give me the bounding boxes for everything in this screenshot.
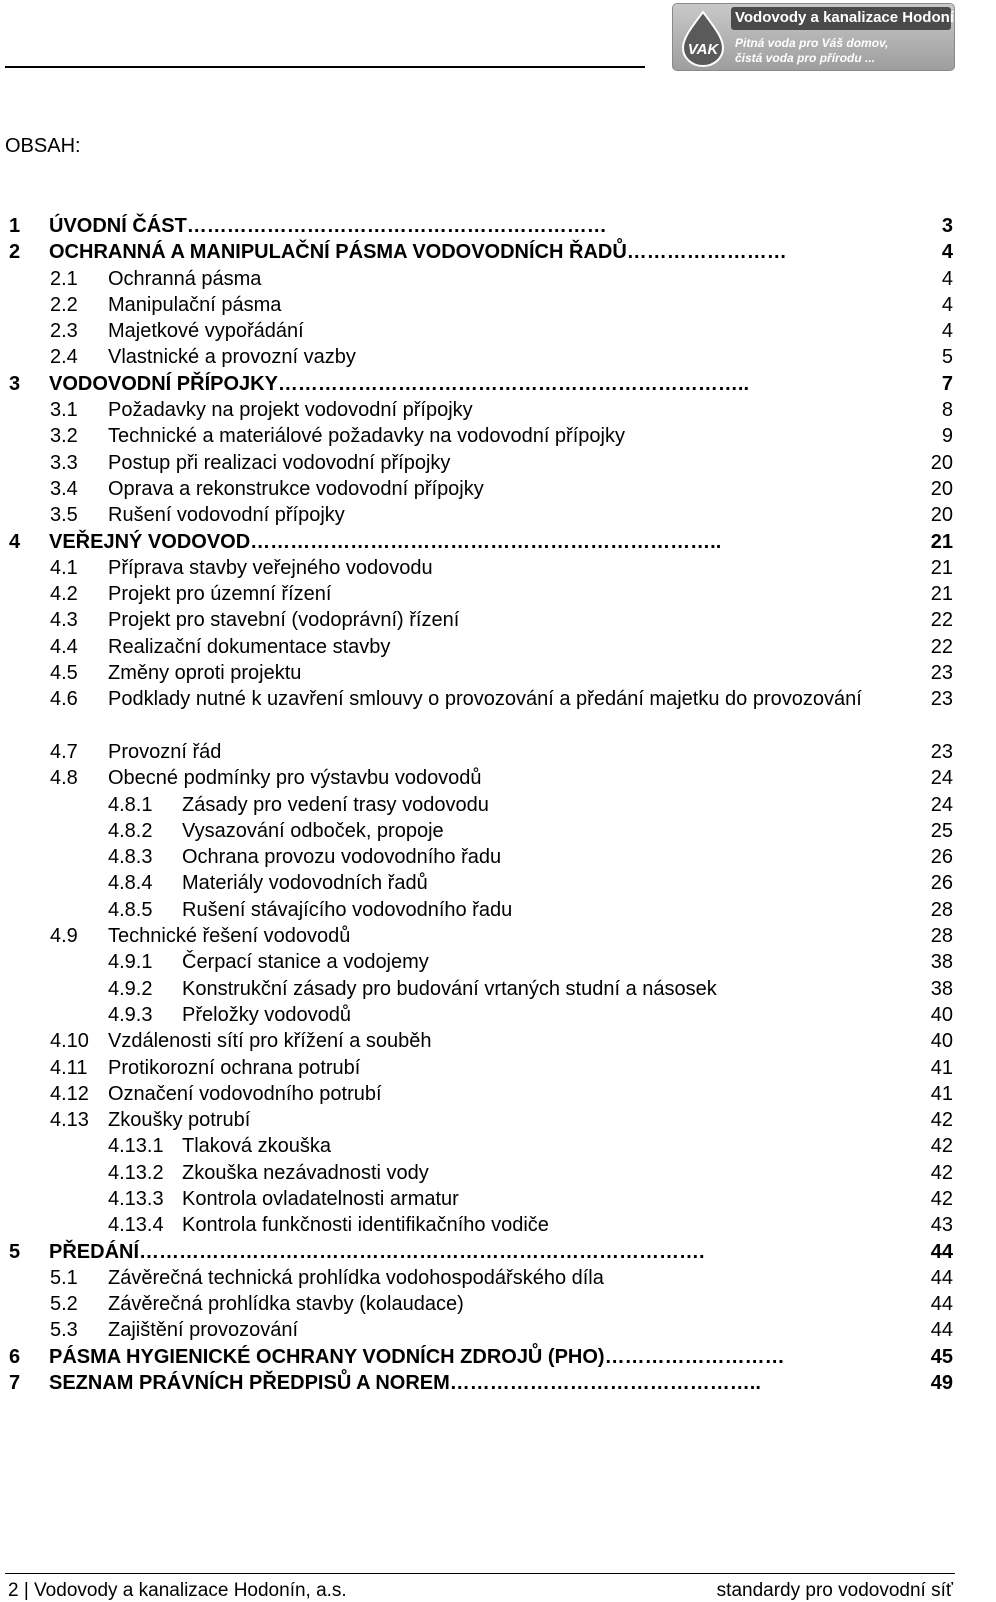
toc-entry-page: 7 <box>941 372 953 395</box>
toc-entry-page: 4 <box>941 267 953 290</box>
toc-entry-number: 3.5 <box>50 504 78 527</box>
toc-entry[interactable] <box>0 1239 960 1265</box>
toc-entry[interactable] <box>0 1055 960 1081</box>
toc-entry-number: 4.1 <box>50 556 78 579</box>
toc-entry-number: 2 <box>9 241 21 264</box>
toc-entry-number: 4.8.3 <box>108 846 153 869</box>
toc-entry-number: 5.2 <box>50 1293 78 1316</box>
toc-entry-number: 4.12 <box>50 1082 89 1105</box>
toc-entry-title: ÚVODNÍ ČÁST……………………………………………………… <box>49 215 607 237</box>
toc-entry[interactable] <box>0 949 960 975</box>
toc-entry-title: Projekt pro územní řízení <box>108 583 332 606</box>
toc-entry-title: PÁSMA HYGIENICKÉ OCHRANY VODNÍCH ZDROJŮ (PHO)……………………… <box>49 1345 785 1368</box>
toc-entry[interactable] <box>0 1212 960 1238</box>
toc-entry-number: 4.8.5 <box>108 898 153 921</box>
toc-entry-title: Závěrečná technická prohlídka vodohospodářského díla <box>108 1266 604 1289</box>
toc-entry[interactable] <box>0 292 960 318</box>
toc-entry-page: 20 <box>930 451 953 474</box>
toc-entry-page: 38 <box>930 951 953 974</box>
toc-entry-number: 4.4 <box>50 635 78 658</box>
toc-entry-title: Tlaková zkouška <box>182 1135 331 1158</box>
company-logo <box>672 3 996 71</box>
toc-entry-number: 4.7 <box>50 740 78 763</box>
toc-entry-page: 45 <box>930 1345 953 1368</box>
toc-entry-number: 4.8.1 <box>108 793 153 816</box>
toc-entry-title: Zajištění provozování <box>108 1319 299 1342</box>
toc-entry[interactable] <box>0 1265 960 1291</box>
toc-entry-number: 4.9.3 <box>108 1003 153 1026</box>
toc-entry-title: Podklady nutné k uzavření smlouvy o provozování a předání majetku do provozování <box>108 688 862 711</box>
toc-entry-page: 26 <box>930 846 953 869</box>
toc-entry-title: Změny oproti projektu <box>108 662 302 685</box>
toc-entry[interactable] <box>0 607 960 633</box>
toc-entry-page: 21 <box>930 530 953 553</box>
toc-entry[interactable] <box>0 1081 960 1107</box>
toc-entry-number: 5 <box>9 1240 21 1263</box>
toc-entry-title: Vysazování odboček, propoje <box>182 819 444 842</box>
footer-rule <box>5 1573 955 1574</box>
toc-entry-title: Příprava stavby veřejného vodovodu <box>108 556 433 579</box>
toc-entry-number: 6 <box>9 1345 21 1368</box>
toc-entry-number: 2.3 <box>50 320 78 343</box>
toc-entry-title: Ochrana provozu vodovodního řadu <box>182 846 502 869</box>
toc-entry-number: 4.9.1 <box>108 951 153 974</box>
toc-entry[interactable] <box>0 423 960 449</box>
toc-entry-number: 4.8 <box>50 767 78 790</box>
toc-entry-title: Kontrola funkčnosti identifikačního vodiče <box>182 1214 549 1237</box>
toc-entry-number: 2.2 <box>50 293 78 316</box>
toc-entry-title: Konstrukční zásady pro budování vrtaných studní a násosek <box>182 977 717 1000</box>
toc-entry-page: 42 <box>930 1135 953 1158</box>
toc-entry-number: 4.13 <box>50 1109 89 1132</box>
table-of-contents <box>0 213 960 1396</box>
toc-entry-page: 26 <box>930 872 953 895</box>
page-title: OBSAH: <box>5 135 81 157</box>
toc-entry[interactable] <box>0 686 960 739</box>
toc-entry-page: 28 <box>930 898 953 921</box>
toc-entry-title: Projekt pro stavební (vodoprávní) řízení <box>108 609 460 632</box>
toc-entry[interactable] <box>0 765 960 791</box>
toc-entry-number: 4.8.2 <box>108 819 153 842</box>
toc-entry[interactable] <box>0 450 960 476</box>
toc-entry[interactable] <box>0 634 960 660</box>
toc-entry-title: Ochranná pásma <box>108 267 262 290</box>
vak-logo-icon <box>677 10 729 66</box>
toc-entry-title: Oprava a rekonstrukce vodovodní přípojky <box>108 477 484 500</box>
toc-entry-page: 22 <box>930 635 953 658</box>
toc-entry-number: 4.5 <box>50 662 78 685</box>
toc-entry[interactable] <box>0 397 960 423</box>
toc-entry-title: Zkoušky potrubí <box>108 1109 251 1132</box>
toc-entry-title: Závěrečná prohlídka stavby (kolaudace) <box>108 1293 464 1316</box>
toc-entry-title: Technické řešení vodovodů <box>108 925 351 948</box>
toc-entry-page: 21 <box>930 556 953 579</box>
toc-entry-title: Materiály vodovodních řadů <box>182 872 428 895</box>
toc-entry-number: 4.3 <box>50 609 78 632</box>
toc-entry-title: PŘEDÁNÍ…………………………………………………………………………. <box>49 1240 705 1263</box>
toc-entry-number: 4.6 <box>50 688 78 711</box>
toc-entry[interactable] <box>0 555 960 581</box>
toc-entry-number: 4.2 <box>50 583 78 606</box>
toc-entry-page: 44 <box>930 1293 953 1316</box>
toc-entry-number: 2.4 <box>50 346 78 369</box>
logo-slogan <box>735 36 888 66</box>
toc-entry-number: 4.13.1 <box>108 1135 164 1158</box>
toc-entry[interactable] <box>0 1291 960 1317</box>
toc-entry-page: 42 <box>930 1161 953 1184</box>
toc-entry-page: 20 <box>930 504 953 527</box>
toc-entry-title: Kontrola ovladatelnosti armatur <box>182 1187 459 1210</box>
toc-entry[interactable] <box>0 1370 960 1396</box>
toc-entry[interactable] <box>0 660 960 686</box>
toc-entry-title: Vzdálenosti sítí pro křížení a souběh <box>108 1030 432 1053</box>
toc-entry-number: 3 <box>9 372 21 395</box>
toc-entry[interactable] <box>0 529 960 555</box>
toc-entry[interactable] <box>0 476 960 502</box>
toc-entry-number: 3.3 <box>50 451 78 474</box>
toc-entry-page: 41 <box>930 1082 953 1105</box>
toc-entry-page: 4 <box>941 241 953 264</box>
toc-entry-page: 23 <box>930 688 953 711</box>
toc-entry-title: Postup při realizaci vodovodní přípojky <box>108 451 451 474</box>
toc-entry[interactable] <box>0 897 960 923</box>
toc-entry-title: VODOVODNÍ PŘÍPOJKY…………………………………………………………….. <box>49 372 750 395</box>
toc-entry-page: 43 <box>930 1214 953 1237</box>
toc-entry-number: 7 <box>9 1372 21 1395</box>
toc-entry-title: Manipulační pásma <box>108 293 282 316</box>
toc-entry[interactable] <box>0 239 960 265</box>
toc-entry[interactable] <box>0 792 960 818</box>
header-rule <box>5 66 645 68</box>
toc-entry-number: 4 <box>9 530 21 553</box>
toc-entry-title: SEZNAM PRÁVNÍCH PŘEDPISŮ A NOREM……………………………………….. <box>49 1372 761 1395</box>
toc-entry-page: 40 <box>930 1003 953 1026</box>
toc-entry-page: 44 <box>930 1319 953 1342</box>
toc-entry[interactable] <box>0 1002 960 1028</box>
toc-entry-page: 9 <box>941 425 953 448</box>
toc-entry[interactable] <box>0 1317 960 1343</box>
toc-entry-number: 4.10 <box>50 1030 89 1053</box>
toc-entry-number: 4.13.3 <box>108 1187 164 1210</box>
toc-entry-number: 4.13.2 <box>108 1161 164 1184</box>
toc-entry-page: 8 <box>941 399 953 422</box>
toc-entry[interactable] <box>0 502 960 528</box>
toc-entry-number: 3.1 <box>50 399 78 422</box>
toc-entry-title: OCHRANNÁ A MANIPULAČNÍ PÁSMA VODOVODNÍCH ŘADŮ…………………… <box>49 241 787 264</box>
toc-entry-title: Rušení vodovodní přípojky <box>108 504 345 527</box>
toc-entry[interactable] <box>0 213 960 239</box>
toc-entry[interactable] <box>0 318 960 344</box>
toc-entry[interactable] <box>0 371 960 397</box>
toc-entry-title: Obecné podmínky pro výstavbu vodovodů <box>108 767 482 790</box>
toc-entry[interactable] <box>0 844 960 870</box>
logo-slogan-line-2: čistá voda pro přírodu ... <box>735 51 876 65</box>
toc-entry[interactable] <box>0 818 960 844</box>
toc-entry-title: Provozní řád <box>108 740 222 763</box>
toc-entry-page: 3 <box>941 215 953 237</box>
toc-entry[interactable] <box>0 976 960 1002</box>
toc-entry-page: 41 <box>930 1056 953 1079</box>
toc-entry[interactable] <box>0 1344 960 1370</box>
toc-entry-page: 44 <box>930 1240 953 1263</box>
toc-entry-page: 23 <box>930 740 953 763</box>
toc-entry[interactable] <box>0 923 960 949</box>
toc-entry-number: 1 <box>9 215 21 237</box>
toc-entry[interactable] <box>0 266 960 292</box>
toc-entry-title: Zásady pro vedení trasy vodovodu <box>182 793 489 816</box>
toc-entry[interactable] <box>0 1160 960 1186</box>
toc-entry[interactable] <box>0 739 960 765</box>
toc-entry-title: Zkouška nezávadnosti vody <box>182 1161 429 1184</box>
toc-entry-title: Protikorozní ochrana potrubí <box>108 1056 361 1079</box>
toc-entry[interactable] <box>0 1107 960 1133</box>
toc-entry-page: 38 <box>930 977 953 1000</box>
toc-entry-number: 3.4 <box>50 477 78 500</box>
toc-entry-page: 24 <box>930 767 953 790</box>
footer-left: 2 | Vodovody a kanalizace Hodonín, a.s. <box>8 1580 347 1601</box>
toc-entry-page: 28 <box>930 925 953 948</box>
toc-entry[interactable] <box>0 581 960 607</box>
toc-entry-title: Technické a materiálové požadavky na vodovodní přípojky <box>108 425 625 448</box>
toc-entry-page: 4 <box>941 293 953 316</box>
logo-slogan-line-1: Pitná voda pro Váš domov, <box>735 36 889 50</box>
logo-company-name: Vodovody a kanalizace Hodonín, a.s. <box>735 9 996 26</box>
toc-entry-title: Rušení stávajícího vodovodního řadu <box>182 898 513 921</box>
toc-entry[interactable] <box>0 1028 960 1054</box>
toc-entry-page: 5 <box>941 346 953 369</box>
toc-entry-number: 3.2 <box>50 425 78 448</box>
toc-entry-number: 5.1 <box>50 1266 78 1289</box>
toc-entry-title: Majetkové vypořádání <box>108 320 304 343</box>
toc-entry-page: 49 <box>930 1372 953 1395</box>
toc-entry-number: 4.9.2 <box>108 977 153 1000</box>
toc-entry-number: 5.3 <box>50 1319 78 1342</box>
toc-entry-page: 40 <box>930 1030 953 1053</box>
toc-entry-title: Realizační dokumentace stavby <box>108 635 391 658</box>
toc-entry-page: 22 <box>930 609 953 632</box>
toc-entry-page: 42 <box>930 1109 953 1132</box>
toc-entry-title: Označení vodovodního potrubí <box>108 1082 382 1105</box>
toc-entry-title: Čerpací stanice a vodojemy <box>182 951 429 974</box>
toc-entry-page: 44 <box>930 1266 953 1289</box>
toc-entry-page: 23 <box>930 662 953 685</box>
footer-right: standardy pro vodovodní síť <box>716 1580 953 1601</box>
toc-entry-title: Požadavky na projekt vodovodní přípojky <box>108 399 473 422</box>
toc-entry-number: 4.13.4 <box>108 1214 164 1237</box>
toc-entry-number: 2.1 <box>50 267 78 290</box>
toc-entry-page: 21 <box>930 583 953 606</box>
toc-entry-page: 42 <box>930 1187 953 1210</box>
toc-entry-title: VEŘEJNÝ VODOVOD…………………………………………………………….. <box>49 530 722 553</box>
toc-entry-title: Přeložky vodovodů <box>182 1003 351 1026</box>
toc-entry[interactable] <box>0 344 960 370</box>
toc-entry-number: 4.11 <box>50 1056 88 1079</box>
toc-entry[interactable] <box>0 870 960 896</box>
toc-entry[interactable] <box>0 1186 960 1212</box>
toc-entry[interactable] <box>0 1133 960 1159</box>
toc-entry-number: 4.9 <box>50 925 78 948</box>
toc-entry-page: 4 <box>941 320 953 343</box>
logo-abbr: VAK <box>687 41 719 58</box>
toc-entry-number: 4.8.4 <box>108 872 153 895</box>
toc-entry-title: Vlastnické a provozní vazby <box>108 346 356 369</box>
toc-entry-page: 25 <box>930 819 953 842</box>
toc-entry-page: 24 <box>930 793 953 816</box>
toc-entry-page: 20 <box>930 477 953 500</box>
